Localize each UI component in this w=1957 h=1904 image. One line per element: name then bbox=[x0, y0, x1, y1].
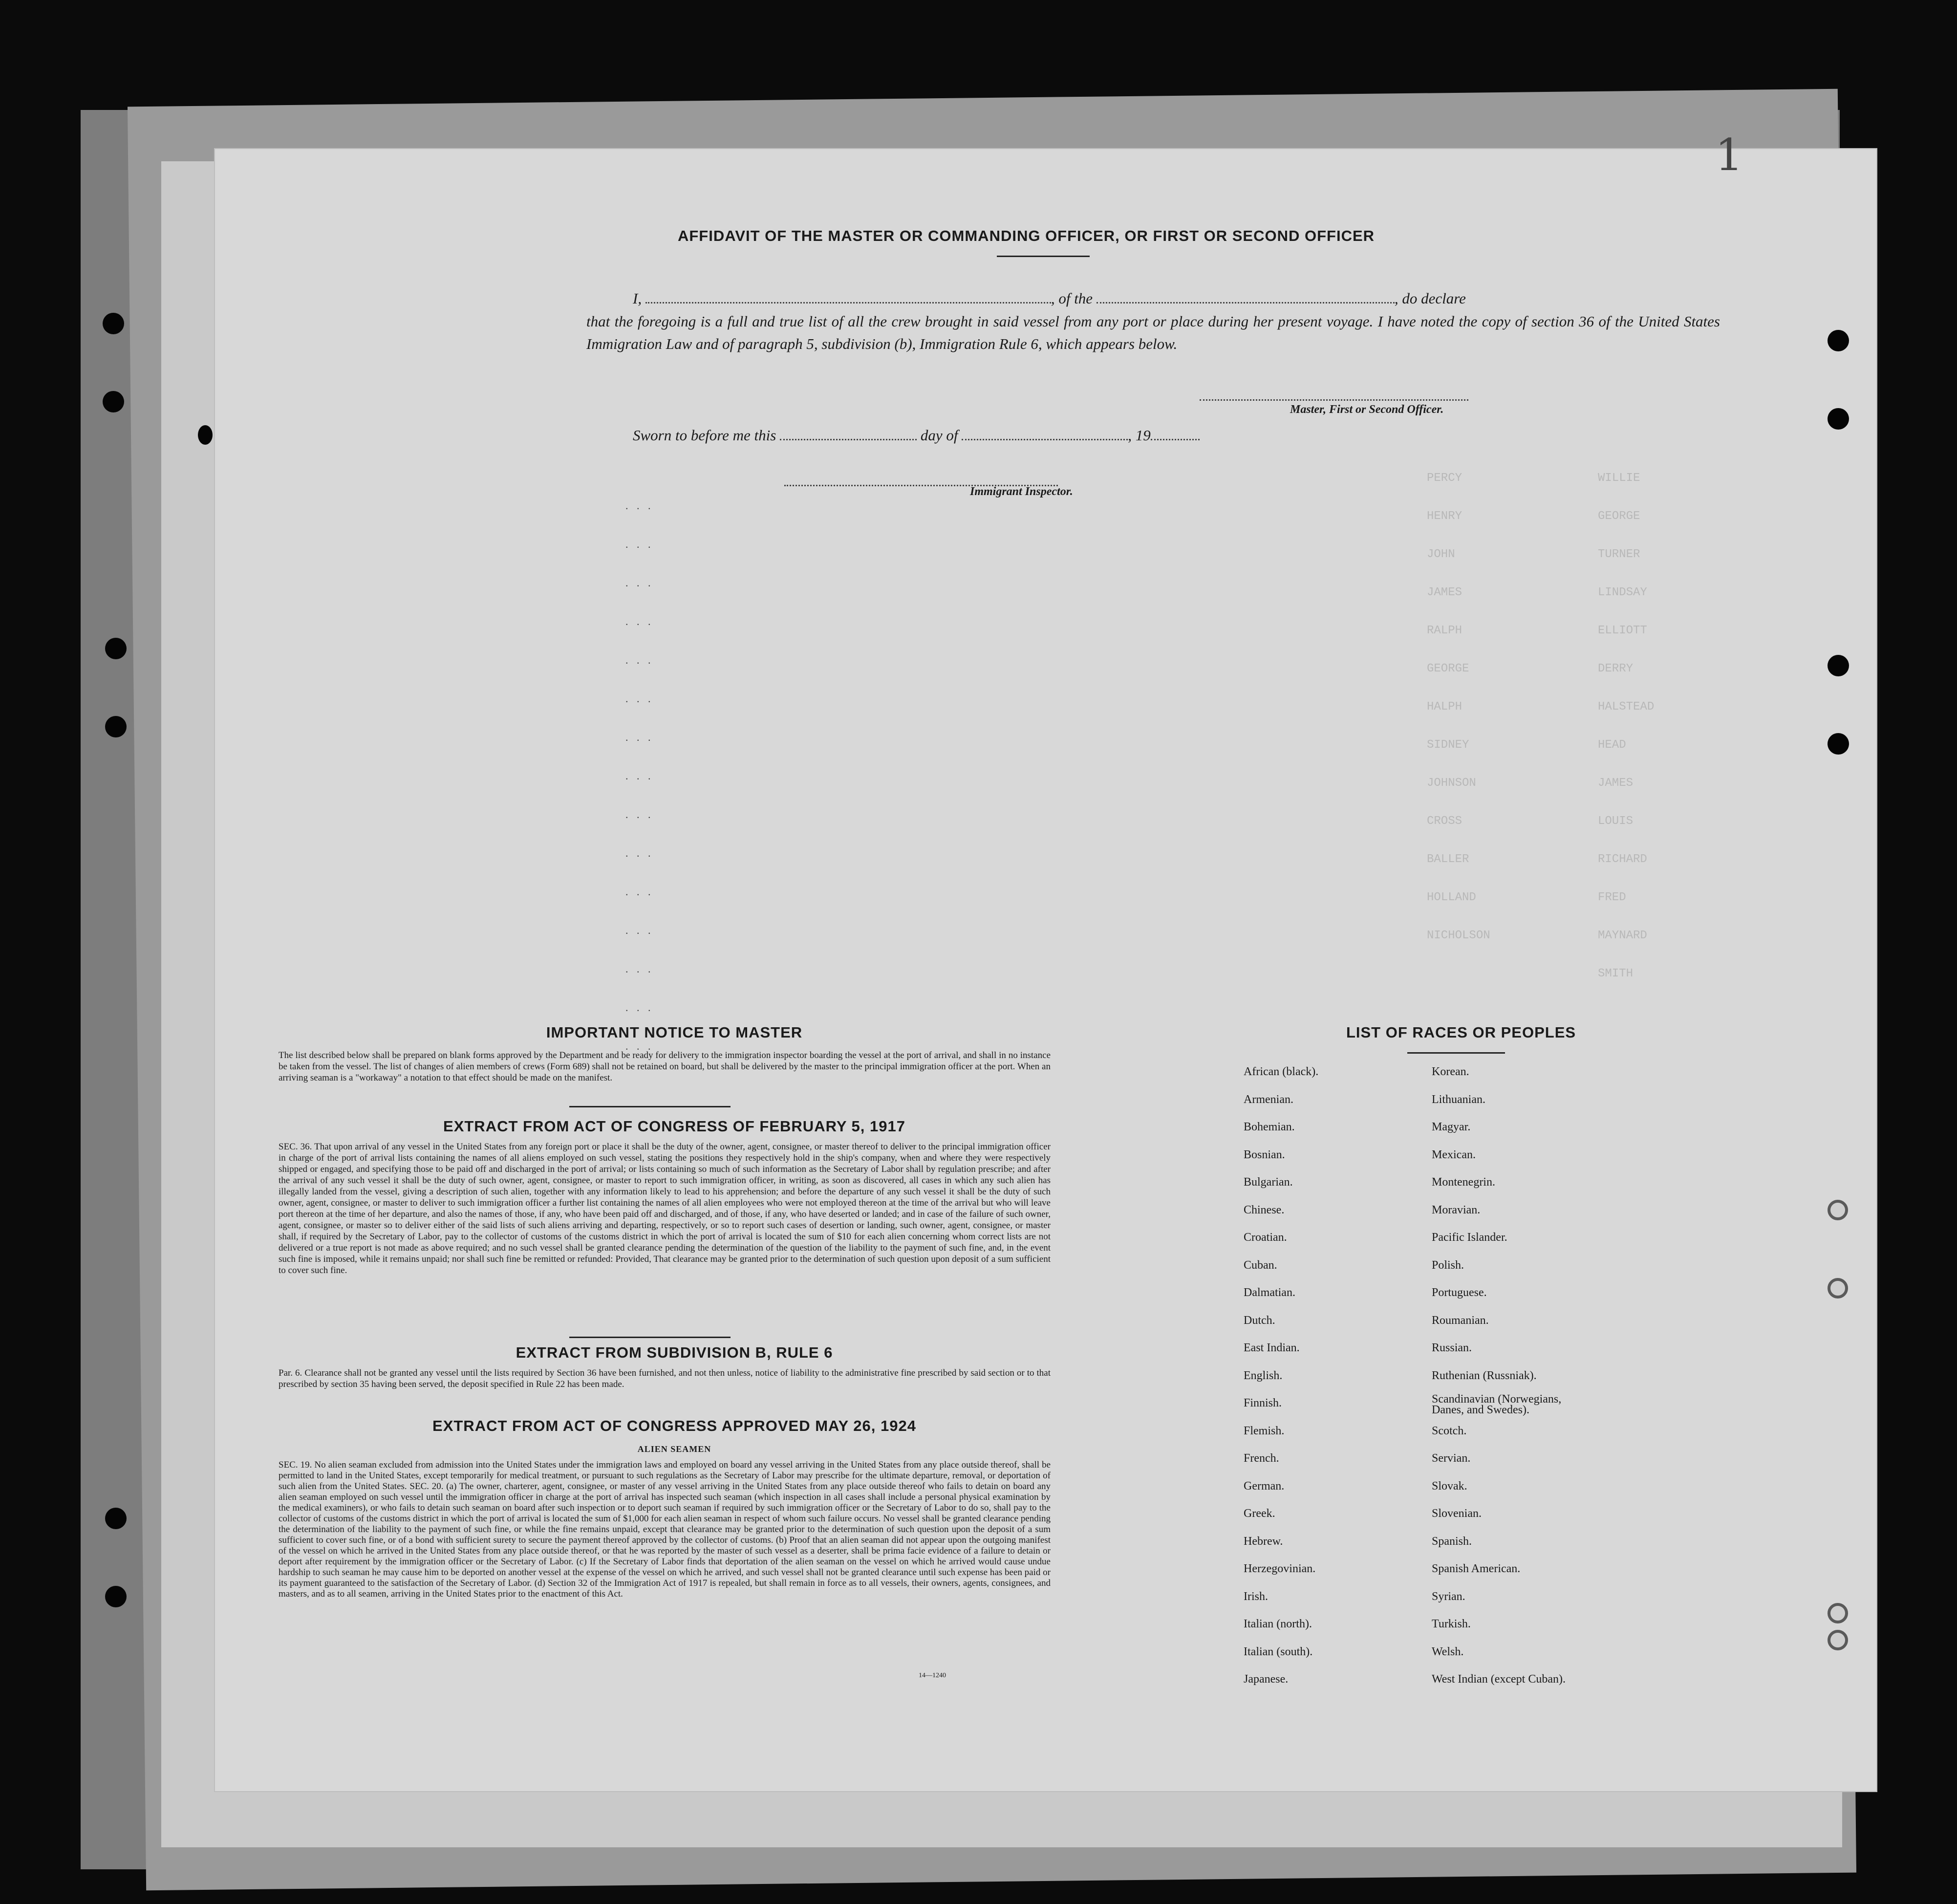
extract-1917-body: SEC. 36. That upon arrival of any vessel in the United States from any foreign port or place it shall be the duty of the owner, agent, consignee, or master thereof to deliver to the principal immigration officer in charge of the port of arrival lists containing the names of all aliens employed on such vessel, stating the positions they respectively hold in the ship's company, when and where they were respectively shipped or engaged, and specifying those to be paid off and discharged in the port of arrival; or lists containing so much of such information as the Secretary of Labor shall by regulation prescribe; and after the arrival of any such vessel it shall be the duty of such owner, agent, consignee, or master to report to such immigration officer, in writing, as soon as discovered, all cases in which any such alien has illegally landed from the vessel, giving a description of such alien, together with any information likely to lead to his apprehension; and before the departure of any such vessel it shall be the duty of such owner, agent, consignee, or master to deliver to such immigration officer a further list containing the names of all alien employees who were not employed thereon at the time of the arrival but who will leave port thereon at the time of her departure, and also the names of those, if any, who have been paid off and discharged, and of those, if any, who have deserted or landed; and in case of the failure of such owner, agent, consignee, or master so to deliver either of the said lists of such aliens arriving and departing, respectively, or so to report such cases of desertion or landing, such owner, agent, consignee, or master shall, if required by the Secretary of Labor, pay to the collector of customs of the customs district in which the port of arrival is located the sum of $10 for each alien concerning whom correct lists are not delivered or a true report is not made as above required; and no such vessel shall be granted clearance pending the determination of the question of the liability to the payment of such fine, and, in the event such fine is imposed, while it remains unpaid; nor shall such fine be remitted or refunded: Provided, That clearance may be granted prior to the determination of such question upon deposit of a sum sufficient to cover such fine. bbox=[279, 1142, 1051, 1276]
race-item: Syrian. bbox=[1432, 1590, 1465, 1603]
binder-hole bbox=[103, 313, 124, 334]
race-item: Slovak. bbox=[1432, 1479, 1467, 1493]
divider bbox=[997, 256, 1090, 257]
race-item: West Indian (except Cuban). bbox=[1432, 1673, 1566, 1686]
affidavit-title: AFFIDAVIT OF THE MASTER OR COMMANDING OFFICER, OR FIRST OR SECOND OFFICER bbox=[677, 227, 1375, 244]
race-item: Spanish. bbox=[1432, 1535, 1472, 1548]
bleed-through-word: MAYNARD bbox=[1598, 929, 1647, 942]
bleed-through-word: GEORGE bbox=[1598, 510, 1640, 523]
race-item: Russian. bbox=[1432, 1341, 1472, 1354]
affidavit-page bbox=[215, 130, 1876, 1791]
divider bbox=[1407, 1052, 1505, 1054]
race-item: Irish. bbox=[1244, 1590, 1268, 1603]
binder-hole bbox=[1828, 1603, 1848, 1623]
race-item: Slovenian. bbox=[1432, 1507, 1482, 1520]
race-item: Mexican. bbox=[1432, 1148, 1476, 1161]
race-item: Korean. bbox=[1432, 1065, 1469, 1078]
bleed-through-word: BALLER bbox=[1427, 853, 1469, 866]
sworn-year-field[interactable] bbox=[1151, 428, 1200, 440]
race-item: Pacific Islander. bbox=[1432, 1231, 1507, 1244]
bleed-through-word: PERCY bbox=[1427, 472, 1462, 485]
race-item: Ruthenian (Russniak). bbox=[1432, 1369, 1537, 1382]
races-left-column bbox=[1244, 1065, 1410, 1725]
binder-hole bbox=[1828, 733, 1849, 755]
binder-hole bbox=[1828, 1200, 1848, 1220]
extract-1924-body: SEC. 19. No alien seaman excluded from admission into the United States under the immigration laws and employed on board any vessel arriving in the United States from any place outside thereof, shall be permitted to land in the United States, except temporarily for medical treatment, or pursuant to such regulations as the Secretary of Labor may prescribe for the ultimate departure, removal, or deportation of such alien from the United States. SEC. 20. (a) The owner, charterer, agent, consignee, or master of any vessel arriving in the United States from any place outside thereof who fails to detain on board any alien seaman employed on such vessel until the immigration officer in charge at the port of arrival has inspected such seaman (which inspection in all cases shall include a personal physical examination by the medical examiners), or who fails to detain such seaman on board after such inspection or to deport such seaman if required by such immigration officer or the Secretary of Labor to do so, shall pay to the collector of customs of the customs district in which the port of arrival is located the sum of $1,000 for each alien seaman in respect of whom such failure occurs. No vessel shall be granted clearance pending the determination of the liability to the payment of such fine, or while the fine remains unpaid, except that clearance may be granted prior to the determination of such question upon the deposit of a sum sufficient to cover such fine, or of a bond with sufficient surety to secure the payment thereof approved by the collector of customs. (b) Proof that an alien seaman did not appear upon the outgoing manifest of the vessel on which he arrived in the United States from any place outside thereof, or that he was reported by the master of such vessel as a deserter, shall be prima facie evidence of a failure to detain or deport after requirement by the immigration officer or the Secretary of Labor. (c) If the Secretary of Labor finds that deportation of the alien seaman on the vessel on which he arrived would cause undue hardship to such seaman he may cause him to be deported on another vessel at the expense of the vessel on which he arrived, and such vessel shall not be granted clearance until such expense has been paid or its payment guaranteed to the satisfaction of the Secretary of Labor. (d) Section 32 of the Immigration Act of 1917 is repealed, but shall remain in force as to all vessels, their owners, agents, consignees, and masters, and as to all seamen, arriving in the United States prior to the enactment of this Act. bbox=[279, 1460, 1051, 1599]
declarant-name-field[interactable] bbox=[645, 291, 1051, 303]
declare-label: , do declare bbox=[1394, 290, 1466, 307]
race-item: Finnish. bbox=[1244, 1397, 1282, 1409]
binder-hole bbox=[1828, 408, 1849, 430]
bleed-through-word: GEORGE bbox=[1427, 662, 1469, 675]
divider bbox=[569, 1106, 731, 1107]
bleed-through-word: LINDSAY bbox=[1598, 586, 1647, 599]
race-item: Moravian. bbox=[1432, 1203, 1481, 1216]
race-item: French. bbox=[1244, 1452, 1279, 1465]
race-item: Armenian. bbox=[1244, 1093, 1293, 1106]
bleed-through-word: ELLIOTT bbox=[1598, 624, 1647, 637]
race-item: Polish. bbox=[1432, 1258, 1464, 1272]
bleed-through-word: HENRY bbox=[1427, 510, 1462, 523]
subdivision-body: Par. 6. Clearance shall not be granted any vessel until the lists required by Section 36 have been furnished, and not then unless, notice of liability to the administrative fine prescribed by said section or to that prescribed by section 35 having been served, the deposit specified in Rule 22 has been made. bbox=[279, 1368, 1051, 1389]
binder-hole bbox=[105, 1586, 127, 1607]
race-item: Dalmatian. bbox=[1244, 1286, 1295, 1299]
vessel-label: , of the bbox=[1051, 290, 1093, 307]
race-item: Montenegrin. bbox=[1432, 1176, 1495, 1189]
bleed-through-word: HALPH bbox=[1427, 700, 1462, 714]
dot-column: . . . . . . . . . . . . . . . . . . . . . . . . . . . . . . . . . . . . . . . . . . . . . bbox=[625, 499, 654, 1052]
race-item: East Indian. bbox=[1244, 1341, 1300, 1354]
inspector-signature-field[interactable] bbox=[784, 474, 1058, 486]
race-item: African (black). bbox=[1244, 1065, 1319, 1078]
race-item: Bohemian. bbox=[1244, 1121, 1295, 1133]
race-item: Dutch. bbox=[1244, 1314, 1275, 1327]
race-item: Lithuanian. bbox=[1432, 1093, 1485, 1106]
race-item: Scandinavian (Norwegians, Danes, and Swedes). bbox=[1432, 1393, 1562, 1416]
corner-mark: 1 bbox=[1715, 130, 1743, 181]
day-of-label: day of bbox=[920, 427, 958, 444]
bleed-through-word: JOHN bbox=[1427, 548, 1455, 561]
bleed-through-word: WILLIE bbox=[1598, 472, 1640, 485]
race-item: Roumanian. bbox=[1432, 1314, 1489, 1327]
bleed-through-word: TURNER bbox=[1598, 548, 1640, 561]
race-item: Scotch. bbox=[1432, 1424, 1467, 1437]
races-title: LIST OF RACES OR PEOPLES bbox=[1346, 1024, 1576, 1041]
race-item: Chinese. bbox=[1244, 1203, 1285, 1216]
binder-hole bbox=[105, 716, 127, 737]
race-item: Hebrew. bbox=[1244, 1535, 1283, 1548]
bleed-through-word: JOHNSON bbox=[1427, 777, 1476, 790]
sworn-label: Sworn to before me this bbox=[633, 427, 776, 444]
subdivision-title: EXTRACT FROM SUBDIVISION B, RULE 6 bbox=[516, 1344, 833, 1361]
vessel-name-field[interactable] bbox=[1097, 291, 1395, 303]
sworn-month-field[interactable] bbox=[962, 428, 1128, 440]
notice-title: IMPORTANT NOTICE TO MASTER bbox=[546, 1024, 803, 1041]
extract-1924-title: EXTRACT FROM ACT OF CONGRESS APPROVED MAY 26, 1924 bbox=[432, 1417, 916, 1434]
affidavit-body: that the foregoing is a full and true list of all the crew brought in said vessel from any port or place during her present voyage. I have noted the copy of section 36 of the United States Immigration Law and of paragraph 5, subdivision (b), Immigration Rule 6, which appears below. bbox=[586, 313, 1720, 352]
master-signature-label: Master, First or Second Officer. bbox=[1290, 403, 1444, 416]
bleed-through-word: RALPH bbox=[1427, 624, 1462, 637]
race-item: Cuban. bbox=[1244, 1258, 1277, 1272]
bleed-through-word: RICHARD bbox=[1598, 853, 1647, 866]
bleed-through-word: JAMES bbox=[1598, 777, 1634, 790]
bleed-through-word: CROSS bbox=[1427, 815, 1462, 828]
races-right-column bbox=[1432, 1065, 1686, 1725]
race-item: Greek. bbox=[1244, 1507, 1275, 1520]
bleed-through-word: HOLLAND bbox=[1427, 891, 1476, 904]
race-item: Magyar. bbox=[1432, 1121, 1471, 1133]
binder-hole bbox=[105, 1508, 127, 1529]
notice-body: The list described below shall be prepared on blank forms approved by the Department and be ready for delivery to the immigration inspector boarding the vessel at the port of arrival, and shall in no instance be taken from the vessel. The list of changes of alien members of crews (Form 689) shall not be retained on board, but shall be delivered by the master to the principal immigration officer at the port. When an arriving seaman is a "workaway" a notation to that effect should be made on the manifest. bbox=[279, 1050, 1051, 1083]
race-item: Portuguese. bbox=[1432, 1286, 1487, 1299]
binder-hole bbox=[103, 391, 124, 412]
bleed-through-word: LOUIS bbox=[1598, 815, 1634, 828]
bleed-through-word: NICHOLSON bbox=[1427, 929, 1490, 942]
race-item: Croatian. bbox=[1244, 1231, 1287, 1244]
form-number: 14—1240 bbox=[919, 1672, 946, 1679]
master-signature-field[interactable] bbox=[1200, 389, 1468, 401]
binder-hole bbox=[1828, 330, 1849, 351]
bleed-through-word: JAMES bbox=[1427, 586, 1462, 599]
race-item: Spanish American. bbox=[1432, 1562, 1521, 1575]
binder-hole bbox=[198, 425, 213, 445]
race-item: Flemish. bbox=[1244, 1424, 1285, 1437]
binder-hole bbox=[105, 638, 127, 659]
race-item: German. bbox=[1244, 1479, 1285, 1493]
bleed-through-word: HEAD bbox=[1598, 738, 1626, 752]
race-item: Turkish. bbox=[1432, 1618, 1471, 1630]
race-item: Bulgarian. bbox=[1244, 1176, 1293, 1189]
bleed-through-word: HALSTEAD bbox=[1598, 700, 1655, 714]
declarant-label: I, bbox=[633, 290, 642, 307]
sworn-line bbox=[633, 427, 1200, 444]
race-item: Servian. bbox=[1432, 1452, 1471, 1465]
affidavit-declaration-line bbox=[633, 290, 1727, 307]
extract-1917-title: EXTRACT FROM ACT OF CONGRESS OF FEBRUARY 5, 1917 bbox=[443, 1118, 905, 1135]
bleed-through-word: SMITH bbox=[1598, 967, 1634, 980]
binder-hole bbox=[1828, 655, 1849, 676]
race-item: Welsh. bbox=[1432, 1645, 1464, 1658]
sworn-day-field[interactable] bbox=[780, 428, 917, 440]
race-item: Italian (south). bbox=[1244, 1645, 1313, 1658]
binder-hole bbox=[1828, 1630, 1848, 1650]
year-label: , 19 bbox=[1128, 427, 1151, 444]
race-item: Japanese. bbox=[1244, 1673, 1289, 1686]
bleed-through-word: DERRY bbox=[1598, 662, 1634, 675]
race-item: Herzegovinian. bbox=[1244, 1562, 1316, 1575]
race-item: English. bbox=[1244, 1369, 1283, 1382]
race-item: Italian (north). bbox=[1244, 1618, 1312, 1630]
bleed-through-word: FRED bbox=[1598, 891, 1626, 904]
divider bbox=[569, 1337, 731, 1338]
extract-1924-subtitle: ALIEN SEAMEN bbox=[637, 1444, 711, 1454]
race-item: Bosnian. bbox=[1244, 1148, 1285, 1161]
binder-hole bbox=[1828, 1278, 1848, 1298]
inspector-signature-label: Immigrant Inspector. bbox=[970, 485, 1073, 498]
bleed-through-word: SIDNEY bbox=[1427, 738, 1469, 752]
